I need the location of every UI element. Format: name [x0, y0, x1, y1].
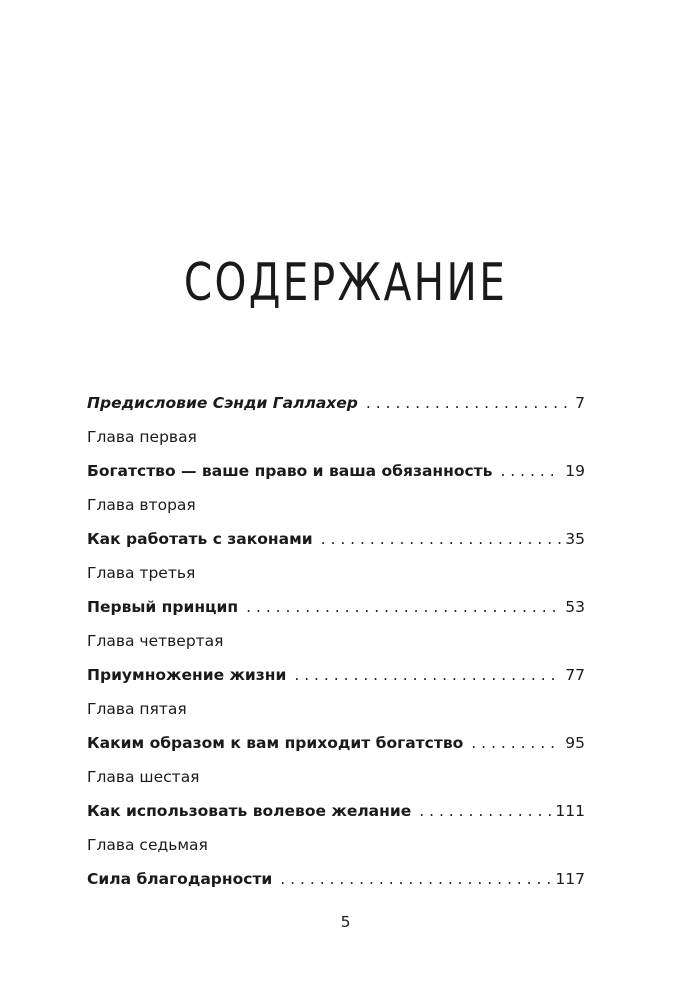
toc-entry-title: Каким образом к вам приходит богатство — [87, 734, 464, 752]
toc-entry-preface — [87, 390, 585, 416]
toc-line — [87, 526, 585, 552]
toc-page-number: 117 — [555, 870, 585, 888]
toc-entry-chapter-4 — [87, 630, 585, 688]
toc-page-number: 53 — [565, 598, 585, 616]
toc-entry-chapter-1 — [87, 426, 585, 484]
page-number: 5 — [340, 913, 351, 931]
toc-line — [87, 390, 585, 416]
dot-leader — [246, 594, 561, 620]
toc-entry-title: Богатство — ваше право и ваша обязанность — [87, 462, 493, 480]
toc-entry-title: Предисловие Сэнди Галлахер — [87, 394, 358, 412]
toc-page-number: 7 — [575, 394, 585, 412]
dot-leader — [280, 866, 551, 892]
toc-page-number: 95 — [565, 734, 585, 752]
toc-entry-chapter-3 — [87, 562, 585, 620]
toc-page-number: 111 — [555, 802, 585, 820]
toc-line — [87, 730, 585, 756]
toc-page-number: 35 — [565, 530, 585, 548]
toc-page-number: 19 — [565, 462, 585, 480]
dot-leader — [471, 730, 561, 756]
dot-leader — [500, 458, 561, 484]
toc-line — [87, 458, 585, 484]
toc-page-number: 77 — [565, 666, 585, 684]
toc-line — [87, 662, 585, 688]
toc-line — [87, 866, 585, 892]
dot-leader — [294, 662, 561, 688]
table-of-contents — [87, 390, 585, 892]
toc-entry-chapter-7 — [87, 834, 585, 892]
toc-entry-chapter-6 — [87, 766, 585, 824]
toc-entry-chapter-2 — [87, 494, 585, 552]
dot-leader — [419, 798, 551, 824]
chapter-label: Глава четвертая — [87, 632, 224, 650]
dot-leader — [321, 526, 562, 552]
toc-line — [87, 594, 585, 620]
chapter-label: Глава шестая — [87, 768, 200, 786]
toc-entry-title: Как использовать волевое желание — [87, 802, 412, 820]
chapter-label: Глава пятая — [87, 700, 187, 718]
dot-leader — [366, 390, 571, 416]
page-title: СОДЕРЖАНИЕ — [183, 253, 508, 313]
toc-entry-title: Приумножение жизни — [87, 666, 287, 684]
toc-entry-title: Первый принцип — [87, 598, 239, 616]
toc-line — [87, 798, 585, 824]
toc-entry-chapter-5 — [87, 698, 585, 756]
toc-entry-title: Как работать с законами — [87, 530, 313, 548]
chapter-label: Глава вторая — [87, 496, 196, 514]
chapter-label: Глава третья — [87, 564, 196, 582]
toc-entry-title: Сила благодарности — [87, 870, 273, 888]
chapter-label: Глава седьмая — [87, 836, 208, 854]
chapter-label: Глава первая — [87, 428, 197, 446]
